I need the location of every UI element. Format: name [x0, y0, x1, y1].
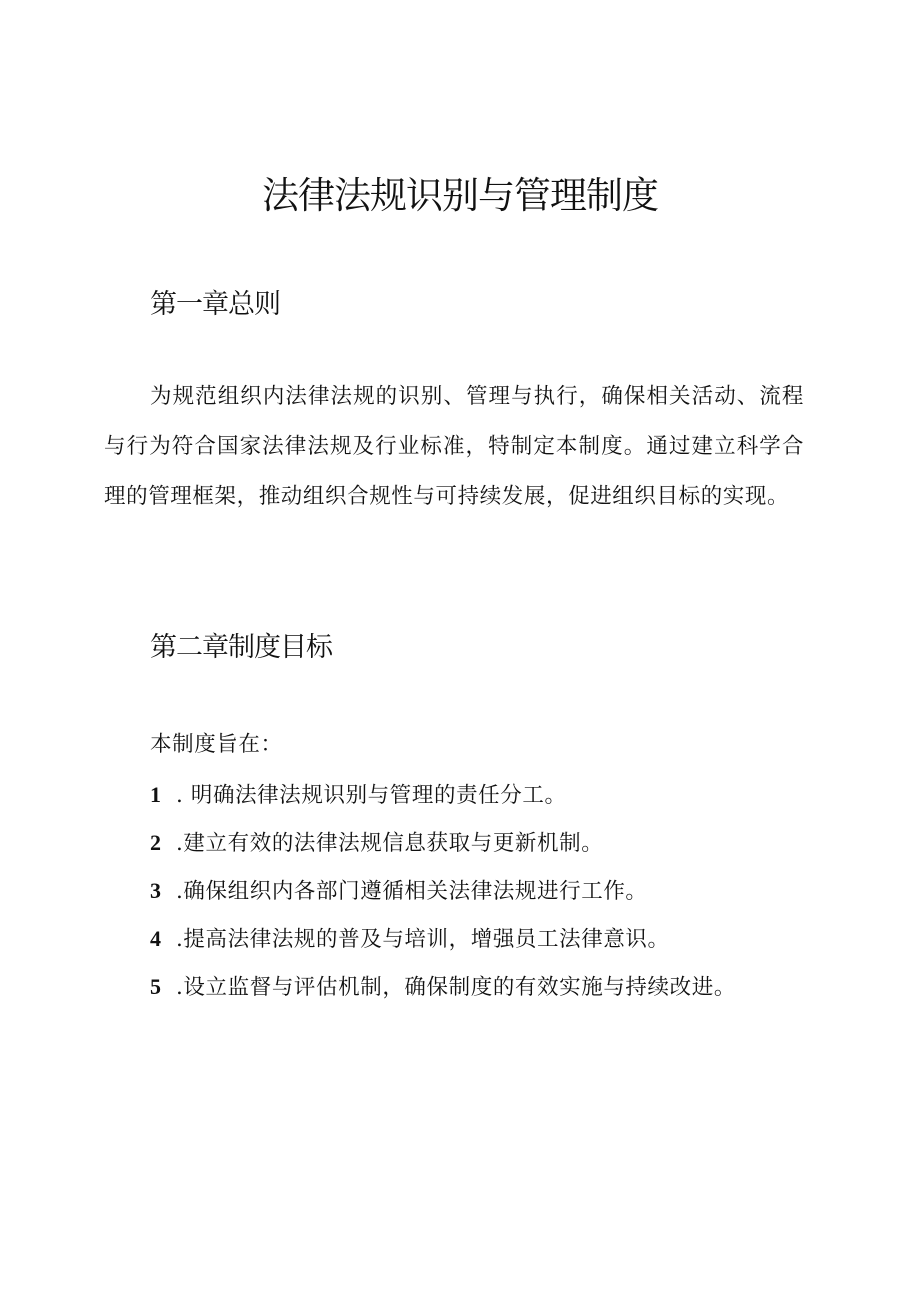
goal-item: [150, 773, 850, 821]
goal-item: [150, 869, 850, 917]
chapter-1-heading: 第一章总则: [150, 289, 280, 320]
goal-number: 3: [150, 878, 162, 903]
goal-item: [150, 965, 850, 1013]
goal-item: [150, 917, 850, 965]
goal-number: 5: [150, 974, 162, 999]
goal-list: [150, 773, 850, 1013]
document-title: 法律法规识别与管理制度: [262, 174, 658, 217]
goal-number: 1: [150, 782, 162, 807]
goal-text: .建立有效的法律法规信息获取与更新机制。: [176, 831, 604, 856]
chapter-1-paragraph: 为规范组织内法律法规的识别、管理与执行，确保相关活动、流程与行为符合国家法律法规及行业标准，特制定本制度。通过建立科学合理的管理框架，推动组织合规性与可持续发展，促进组织目标的实现。: [104, 384, 804, 509]
goal-number: 4: [150, 926, 162, 951]
goal-text: .确保组织内各部门遵循相关法律法规进行工作。: [176, 879, 648, 904]
goal-item: [150, 821, 850, 869]
goal-number: 2: [150, 830, 162, 855]
goal-text: .提高法律法规的普及与培训，增强员工法律意识。: [176, 927, 670, 952]
chapter-2-heading: 第二章制度目标: [150, 632, 332, 663]
goal-text: . 明确法律法规识别与管理的责任分工。: [176, 783, 567, 808]
goal-text: .设立监督与评估机制，确保制度的有效实施与持续改进。: [176, 975, 736, 1000]
chapter-2-intro: 本制度旨在：: [150, 732, 283, 757]
